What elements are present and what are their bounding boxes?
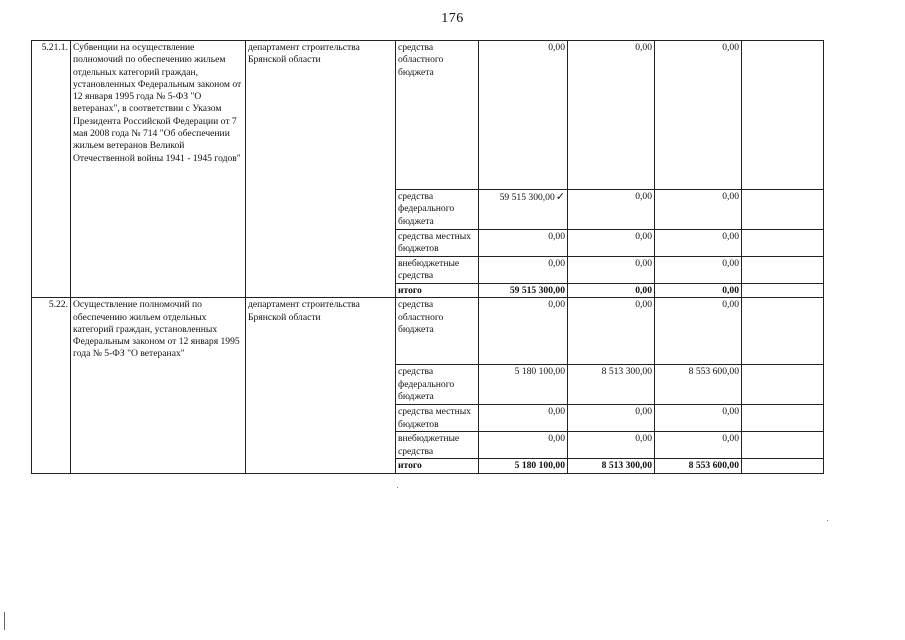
amount-cell: 0,00: [479, 230, 568, 257]
table-row: [32, 298, 824, 365]
amount-value: 59 515 300,00: [499, 192, 555, 203]
scan-speck: [827, 520, 828, 521]
funding-source: средства федерального бюджета: [396, 365, 479, 405]
total-label: итого: [396, 284, 479, 298]
amount-cell: 0,00: [655, 41, 742, 190]
total-amount: 5 180 100,00: [479, 459, 568, 473]
amount-cell: 0,00: [479, 405, 568, 432]
amount-cell: 0,00: [479, 432, 568, 459]
section-executor: департамент строительства Брянской области: [246, 298, 396, 473]
amount-cell: 0,00: [568, 190, 655, 230]
funding-source: внебюджетные средства: [396, 257, 479, 284]
total-amount: 8 553 600,00: [655, 459, 742, 473]
page-number: 176: [441, 11, 464, 26]
total-amount: 0,00: [568, 284, 655, 298]
section-description: Субвенции на осуществление полномочий по обеспечению жильем отдельных категорий граждан, установленных Федеральным законом от 12 января 1995 года № 5-ФЗ "О ветеранах", в соответствии с Указом Президента Российской Федерации от 7 мая 2008 года № 714 "Об обеспечении жильем ветеранов Великой Отечественной войны 1941 - 1945 годов": [71, 41, 246, 298]
funding-source: средства местных бюджетов: [396, 230, 479, 257]
amount-cell: [479, 190, 568, 230]
total-amount: 8 513 300,00: [568, 459, 655, 473]
empty-cell: [742, 365, 824, 405]
funding-source: средства областного бюджета: [396, 298, 479, 365]
amount-cell: 0,00: [479, 257, 568, 284]
amount-cell: 0,00: [479, 41, 568, 190]
empty-cell: [742, 432, 824, 459]
empty-cell: [742, 298, 824, 365]
funding-source: средства местных бюджетов: [396, 405, 479, 432]
section-code: 5.22.: [32, 298, 71, 473]
total-amount: 59 515 300,00: [479, 284, 568, 298]
funding-source: средства областного бюджета: [396, 41, 479, 190]
empty-cell: [742, 284, 824, 298]
empty-cell: [742, 405, 824, 432]
amount-cell: 0,00: [655, 405, 742, 432]
amount-cell: 0,00: [655, 432, 742, 459]
amount-cell: 5 180 100,00: [479, 365, 568, 405]
amount-cell: 0,00: [568, 230, 655, 257]
amount-cell: 0,00: [568, 432, 655, 459]
amount-cell: 0,00: [655, 230, 742, 257]
amount-cell: 0,00: [568, 41, 655, 190]
scan-edge-mark: [4, 612, 5, 630]
empty-cell: [742, 190, 824, 230]
total-amount: 0,00: [655, 284, 742, 298]
section-executor: департамент строительства Брянской области: [246, 41, 396, 298]
scan-speck: [397, 487, 398, 488]
funding-source: средства федерального бюджета: [396, 190, 479, 230]
section-description: Осуществление полномочий по обеспечению жильем отдельных категорий граждан, установленных Федеральным законом от 12 января 1995 года № 5-ФЗ "О ветеранах": [71, 298, 246, 473]
table-row: [32, 41, 824, 190]
section-code: 5.21.1.: [32, 41, 71, 298]
amount-cell: 8 553 600,00: [655, 365, 742, 405]
budget-table: [31, 40, 824, 474]
empty-cell: [742, 257, 824, 284]
empty-cell: [742, 230, 824, 257]
amount-cell: 0,00: [479, 298, 568, 365]
funding-source: внебюджетные средства: [396, 432, 479, 459]
amount-cell: 0,00: [568, 298, 655, 365]
amount-cell: 0,00: [568, 405, 655, 432]
amount-cell: 0,00: [655, 257, 742, 284]
amount-cell: 0,00: [655, 190, 742, 230]
amount-cell: 0,00: [655, 298, 742, 365]
check-mark: ✓: [555, 191, 565, 203]
empty-cell: [742, 459, 824, 473]
amount-cell: 8 513 300,00: [568, 365, 655, 405]
total-label: итого: [396, 459, 479, 473]
amount-cell: 0,00: [568, 257, 655, 284]
empty-cell: [742, 41, 824, 190]
